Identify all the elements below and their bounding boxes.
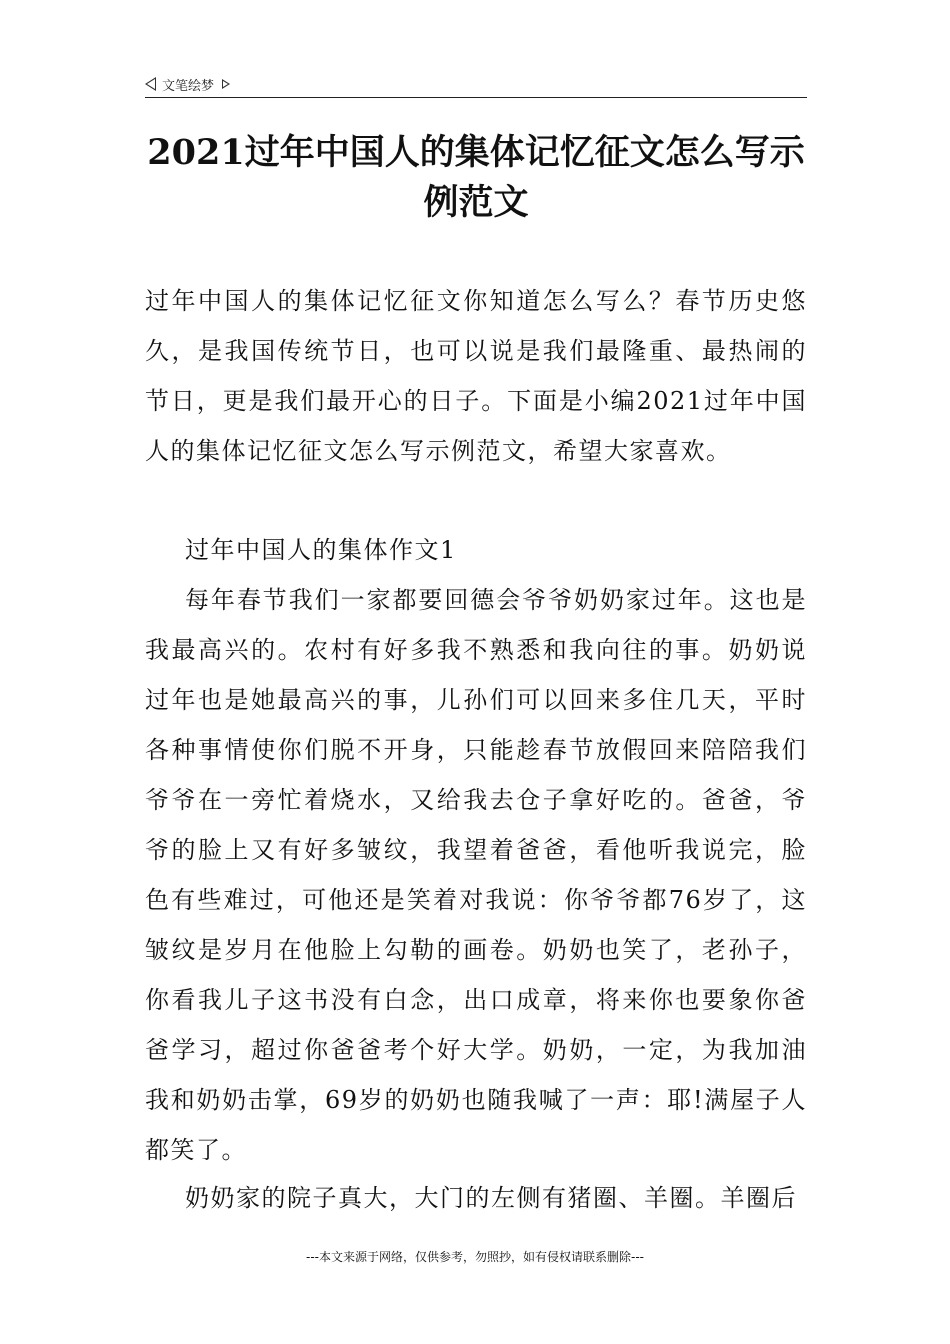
body-paragraph: 每年春节我们一家都要回德会爷爷奶奶家过年。这也是我最高兴的。农村有好多我不熟悉和我向往的事。奶奶说过年也是她最高兴的事，儿孙们可以回来多住几天，平时各种事情使你们脱不开身，只能趁春节放假回来陪陪我们爷爷在一旁忙着烧水，又给我去仓子拿好吃的。爸爸，爷爷的脸上又有好多皱纹，我望着爸爸，看他听我说完，脸色有些难过，可他还是笑着对我说：你爷爷都76岁了，这皱纹是岁月在他脸上勾勒的画卷。奶奶也笑了，老孙子，你看我儿子这书没有白念，出口成章，将来你也要象你爸爸学习，超过你爸爸考个好大学。奶奶，一定，为我加油我和奶奶击掌，69岁的奶奶也随我喊了一声：耶!满屋子人都笑了。 (145, 586, 807, 1164)
body-paragraph: 奶奶家的院子真大，大门的左侧有猪圈、羊圈。羊圈后 (185, 1184, 797, 1212)
header-rule (145, 97, 807, 98)
page-header (145, 72, 805, 96)
footer-notice: ---本文来源于网络，仅供参考，勿照抄，如有侵权请联系删除--- (306, 1250, 644, 1264)
site-name: 文笔绘梦 (162, 78, 215, 94)
section-heading: 过年中国人的集体作文1 (185, 536, 457, 564)
triangle-left-icon (145, 77, 156, 91)
triangle-right-icon (222, 79, 230, 89)
intro-paragraph: 过年中国人的集体记忆征文你知道怎么写么？春节历史悠久，是我国传统节日，也可以说是我们最隆重、最热闹的节日，更是我们最开心的日子。下面是小编2021过年中国人的集体记忆征文怎么写示例范文，希望大家喜欢。 (145, 287, 807, 465)
document-title: 2021过年中国人的集体记忆征文怎么写示例范文 (147, 132, 805, 223)
